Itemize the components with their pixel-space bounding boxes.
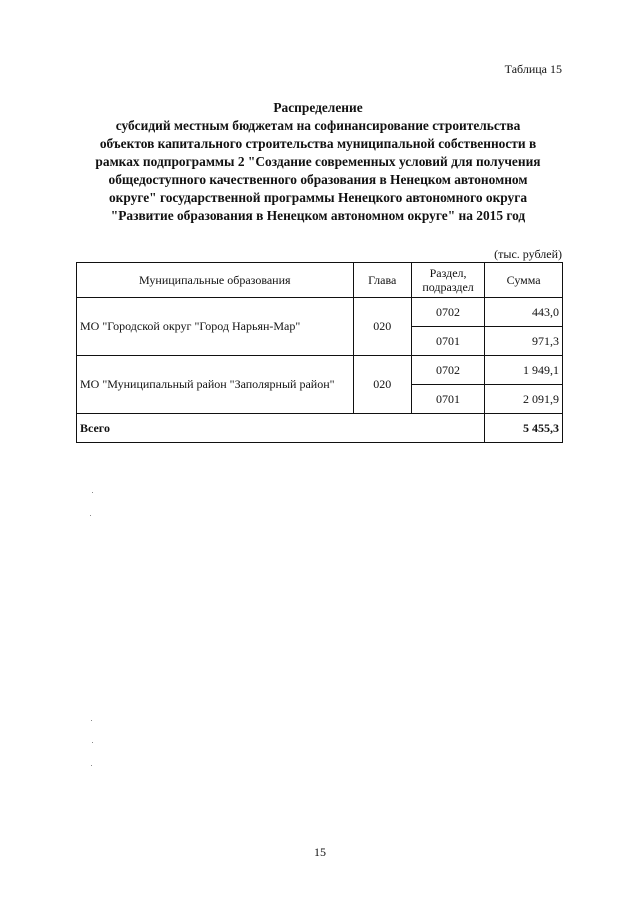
table-row	[77, 356, 563, 385]
glava-code: 020	[353, 298, 411, 356]
summa-value: 443,0	[485, 298, 563, 327]
page-number: 15	[314, 845, 326, 859]
heading-line: "Развитие образования в Ненецком автономном округе" на 2015 год	[110, 208, 526, 223]
header-razdel: Раздел, подраздел	[411, 263, 484, 298]
heading-line: Распределение	[273, 100, 363, 115]
heading-line: объектов капитального строительства муниципальной собственности в	[99, 136, 537, 151]
razdel-code: 0701	[411, 327, 484, 356]
total-row	[77, 414, 563, 443]
table-number-label: Таблица 15	[504, 62, 562, 76]
units-label: (тыс. рублей)	[494, 247, 562, 261]
subsidy-table	[76, 262, 563, 443]
header-glava: Глава	[353, 263, 411, 298]
header-summa: Сумма	[485, 263, 563, 298]
total-summa: 5 455,3	[485, 414, 563, 443]
table-header-row	[77, 263, 563, 298]
heading-line: округе" государственной программы Ненецкого автономного округа	[108, 190, 528, 205]
summa-value: 971,3	[485, 327, 563, 356]
municipality-name: МО "Муниципальный район "Заполярный район"	[77, 356, 354, 414]
glava-code: 020	[353, 356, 411, 414]
scan-speck	[91, 720, 92, 721]
scan-speck	[92, 742, 93, 743]
heading-line: рамках подпрограммы 2 "Создание современных условий для получения	[95, 154, 541, 169]
razdel-code: 0701	[411, 385, 484, 414]
scan-speck	[92, 492, 93, 493]
municipality-name: МО "Городской округ "Город Нарьян-Мар"	[77, 298, 354, 356]
razdel-code: 0702	[411, 356, 484, 385]
scan-speck	[91, 765, 92, 766]
heading-line: субсидий местным бюджетам на софинансирование строительства	[115, 118, 521, 133]
header-municipality: Муниципальные образования	[77, 263, 354, 298]
summa-value: 2 091,9	[485, 385, 563, 414]
document-heading	[64, 99, 572, 225]
scan-speck	[90, 515, 91, 516]
summa-value: 1 949,1	[485, 356, 563, 385]
razdel-code: 0702	[411, 298, 484, 327]
total-label: Всего	[77, 414, 485, 443]
table-row	[77, 298, 563, 327]
heading-line: общедоступного качественного образования в Ненецком автономном	[108, 172, 528, 187]
